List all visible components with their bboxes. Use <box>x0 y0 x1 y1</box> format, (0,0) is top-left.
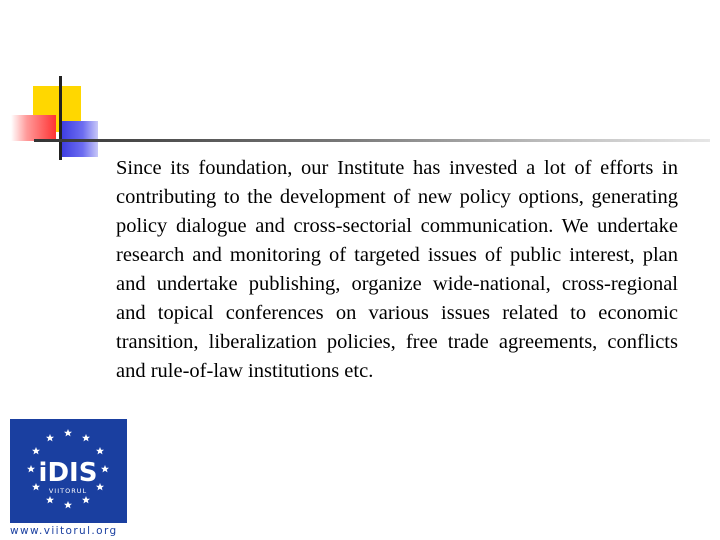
logo-mark-text: iDIS <box>38 458 98 488</box>
idis-logo-emblem <box>10 419 127 523</box>
decor-red-bar <box>11 115 56 141</box>
idis-logo <box>10 419 127 523</box>
logo-subtitle-text: VIITORUL <box>48 487 88 495</box>
slide-body-text: Since its foundation, our Institute has invested a lot of efforts in contributing to the development of new policy options, generating policy dialogue and cross-sectorial communication. We undertake research and monitoring of targeted issues of public interest, plan and undertake publishing, organize wide-national, cross-regional and topical conferences on various issues related to economic transition, liberalization policies, free trade agreements, conflicts and rule-of-law institutions etc. <box>116 157 678 382</box>
decor-vertical-line <box>59 76 62 160</box>
website-url[interactable]: www.viitorul.org <box>10 525 118 537</box>
decor-horizontal-rule <box>34 139 710 142</box>
